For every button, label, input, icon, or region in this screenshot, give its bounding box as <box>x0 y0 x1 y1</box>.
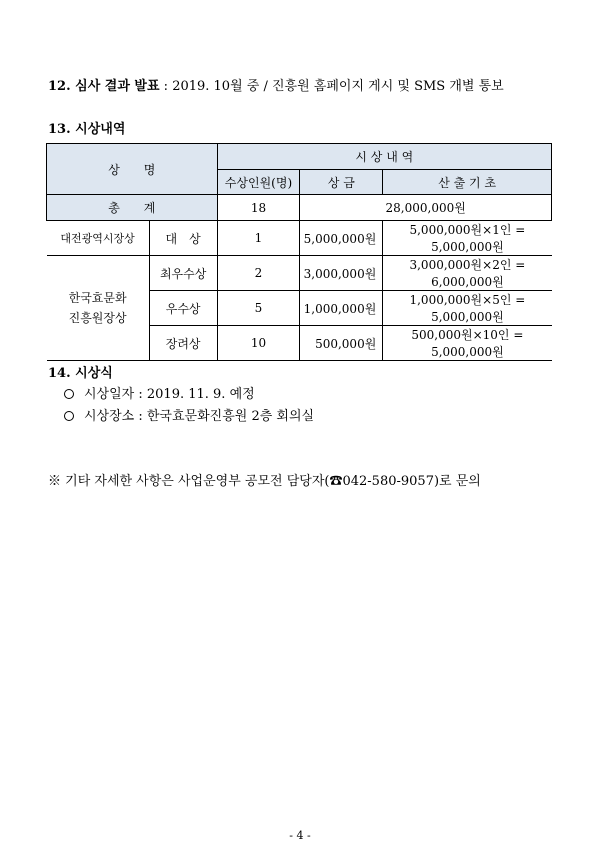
header-basis: 산 출 기 초 <box>383 170 552 195</box>
header-award-detail: 시 상 내 역 <box>217 144 551 170</box>
section-12-label: 12. 심사 결과 발표 <box>48 79 160 94</box>
prize: 500,000원 <box>300 326 383 361</box>
count: 10 <box>217 326 300 361</box>
grade: 우수상 <box>149 291 217 326</box>
page-number: - 4 - <box>289 829 311 842</box>
header-count: 수상인원(명) <box>217 170 300 195</box>
prize: 1,000,000원 <box>300 291 383 326</box>
total-label: 총 계 <box>47 195 218 221</box>
basis: 5,000,000원×1인 = 5,000,000원 <box>383 221 552 256</box>
basis: 1,000,000원×5인 = 5,000,000원 <box>383 291 552 326</box>
total-count: 18 <box>217 195 300 221</box>
ceremony-date-text: 시상일자 : 2019. 11. 9. 예정 <box>84 387 255 402</box>
award-table <box>46 143 552 361</box>
prize: 5,000,000원 <box>300 221 383 256</box>
grade: 장려상 <box>149 326 217 361</box>
header-award-name: 상 명 <box>47 144 218 195</box>
circle-bullet-icon <box>64 389 74 399</box>
ceremony-place <box>64 405 314 424</box>
prize: 3,000,000원 <box>300 256 383 291</box>
section-14-label: 14. 시상식 <box>48 366 113 381</box>
ceremony-date <box>64 383 255 402</box>
count: 5 <box>217 291 300 326</box>
contact-note: ※ 기타 자세한 사항은 사업운영부 공모전 담당자(☎042-580-9057)로 문의 <box>48 474 481 489</box>
total-prize: 28,000,000원 <box>300 195 552 221</box>
table-row <box>47 221 552 256</box>
circle-bullet-icon <box>64 411 74 421</box>
count: 2 <box>217 256 300 291</box>
section-12 <box>48 75 504 94</box>
table-row <box>47 256 552 291</box>
grade: 최우수상 <box>149 256 217 291</box>
grade: 대 상 <box>149 221 217 256</box>
count: 1 <box>217 221 300 256</box>
basis: 3,000,000원×2인 = 6,000,000원 <box>383 256 552 291</box>
section-12-text: : 2019. 10월 중 / 진흥원 홈페이지 게시 및 SMS 개별 통보 <box>159 79 504 94</box>
header-prize: 상 금 <box>300 170 383 195</box>
ceremony-place-text: 시상장소 : 한국효문화진흥원 2층 회의실 <box>84 409 315 424</box>
group-name: 대전광역시장상 <box>47 221 150 256</box>
group-name: 한국효문화 진흥원장상 <box>47 256 150 361</box>
section-13-label: 13. 시상내역 <box>48 122 126 137</box>
basis: 500,000원×10인 = 5,000,000원 <box>383 326 552 361</box>
